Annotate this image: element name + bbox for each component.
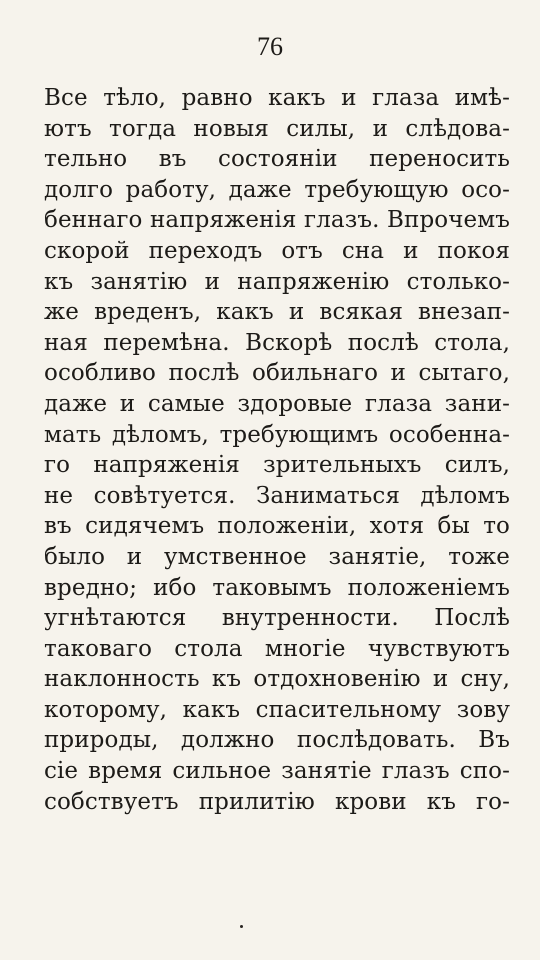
text-line: особливо послѣ обильнаго и сытаго, bbox=[44, 360, 510, 387]
text-line: ютъ тогда новыя силы, и слѣдова- bbox=[44, 115, 510, 142]
text-line: собствуетъ прилитію крови къ го- bbox=[44, 788, 510, 815]
text-line: таковаго стола многіе чувствуютъ bbox=[44, 635, 510, 662]
ink-speck bbox=[240, 925, 243, 928]
text-line: тельно въ состояніи переносить bbox=[44, 146, 510, 173]
text-line: вредно; ибо таковымъ положеніемъ bbox=[44, 574, 510, 601]
text-line: Все тѣло, равно какъ и глаза имѣ- bbox=[44, 85, 510, 111]
text-line: мать дѣломъ, требующимъ особенна- bbox=[44, 421, 510, 448]
text-line: даже и самые здоровые глаза зани- bbox=[44, 390, 510, 417]
text-line: сіе время сильное занятіе глазъ спо- bbox=[44, 758, 510, 785]
text-line: же вреденъ, какъ и всякая внезап- bbox=[44, 299, 510, 326]
text-line: было и умственное занятіе, тоже bbox=[44, 543, 510, 570]
text-line: угнѣтаются внутренности. Послѣ bbox=[44, 605, 510, 632]
page-number: 76 bbox=[257, 32, 283, 61]
text-line: беннаго напряженія глазъ. Впрочемъ bbox=[44, 207, 510, 234]
text-line: ная перемѣна. Вскорѣ послѣ стола, bbox=[44, 329, 510, 356]
text-line: природы, должно послѣдовать. Въ bbox=[44, 727, 510, 754]
text-line: го напряженія зрительныхъ силъ, bbox=[44, 452, 510, 479]
text-line: наклонность къ отдохновенію и сну, bbox=[44, 666, 510, 693]
text-line: въ сидячемъ положеніи, хотя бы то bbox=[44, 513, 510, 540]
text-line: не совѣтуется. Заниматься дѣломъ bbox=[44, 482, 510, 509]
text-line: къ занятію и напряженію столько- bbox=[44, 268, 510, 295]
text-line: которому, какъ спасительному зову bbox=[44, 696, 510, 723]
text-line: долго работу, даже требующую осо- bbox=[44, 176, 510, 203]
text-line: скорой переходъ отъ сна и покоя bbox=[44, 237, 510, 264]
body-text bbox=[44, 83, 510, 817]
